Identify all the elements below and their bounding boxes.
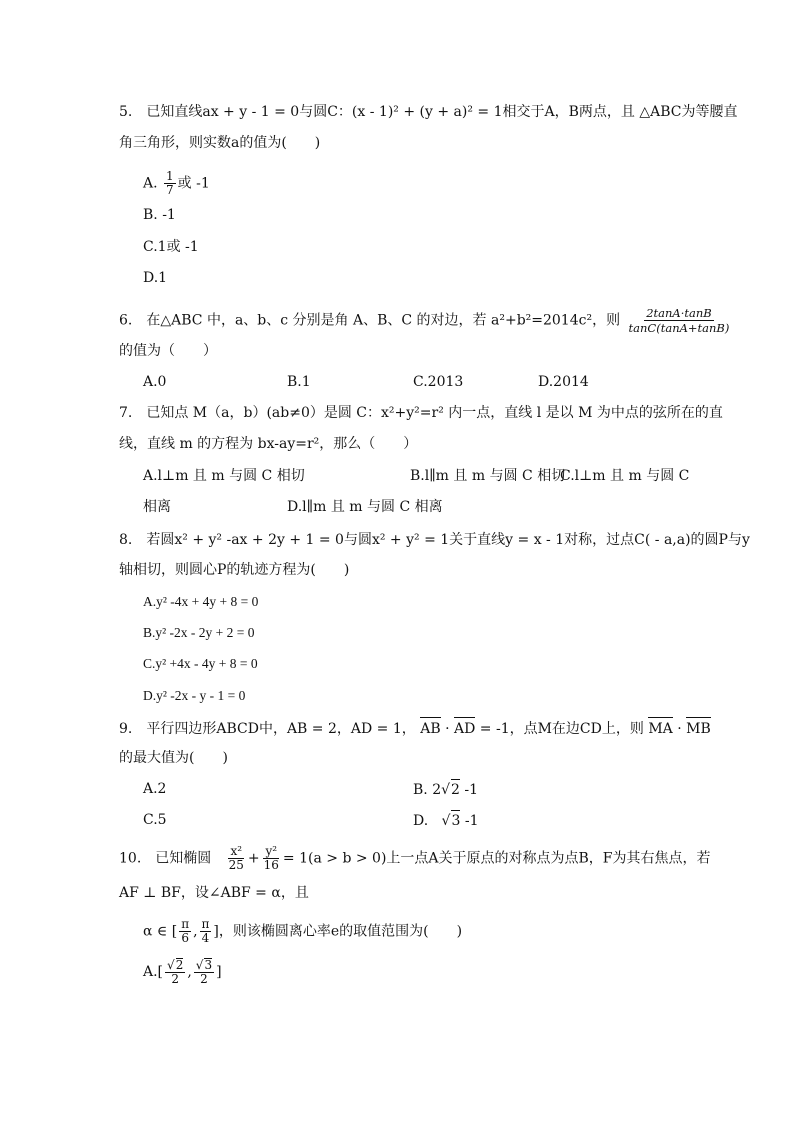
q5-option-a-fraction: [164, 170, 176, 197]
sqrt-icon: √: [441, 782, 451, 798]
q9-option-c: C.5: [143, 812, 167, 828]
q5-option-b: B. -1: [143, 207, 176, 223]
q10-stem-line2: AF ⊥ BF，设∠ABF = α，且: [119, 885, 309, 901]
q6-stem-text: 6. 在△ABC 中，a、b、c 分别是角 A、B、C 的对边，若 a²+b²=2014c²，则: [119, 312, 621, 329]
q8-stem-line2: 轴相切，则圆心P的轨迹方程为( ): [119, 562, 350, 578]
q6-option-d: D.2014: [538, 374, 589, 390]
q10-stem-text-b: ]，则该椭圆离心率e的取值范围为( ): [213, 923, 463, 940]
q6-option-c: C.2013: [413, 374, 464, 390]
sqrt-icon: √: [195, 958, 204, 972]
q10-option-a-suffix: ]: [216, 964, 222, 980]
q8-option-c: C.y² +4x - 4y + 8 = 0: [143, 656, 258, 671]
q5-option-d: D.1: [143, 270, 168, 286]
dot-operator: ·: [672, 721, 687, 737]
q10-interval-open: α ∈ [: [143, 923, 178, 940]
fraction-denominator: 2: [171, 972, 179, 986]
fraction-denominator: 2: [200, 972, 208, 986]
fraction-denominator: 4: [201, 931, 210, 945]
q10-x-fraction: [227, 845, 246, 872]
fraction-numerator: 2tanA·tanB: [646, 306, 712, 320]
q10-stem-line1: 10. 已知椭圆 $\frac{\text{x²}}{25}$ + $\frac{\text{y²}}{16}$ = 1(a > b > 0)上一点A关于原点的对称点为点B，F为其右焦点，若: [119, 844, 711, 872]
q10-option-a: A.[ $\frac{√2}{2}$ , $\frac{√3}{2}$ ]: [143, 958, 222, 986]
fraction-denominator: tanC(tanA+tanB): [628, 321, 730, 335]
sqrt-icon: √: [441, 813, 451, 829]
q5-option-a-label: A.: [143, 175, 158, 192]
q9-option-b-label: B. 2: [413, 782, 442, 798]
fraction-numerator: [194, 958, 214, 973]
radicand: 3: [204, 958, 213, 972]
q5-option-a-suffix: 或 -1: [177, 175, 210, 192]
sqrt3-over-2-fraction: [194, 958, 214, 986]
vector-ab: AB: [420, 717, 440, 739]
fraction-numerator: 1: [166, 169, 174, 183]
q5-stem-line1: 5. 已知直线ax + y - 1 = 0与圆C：(x - 1)² + (y + a)² = 1相交于A，B两点，且 △ABC为等腰直: [119, 104, 738, 120]
q5-option-a: [143, 170, 210, 197]
q6-fraction: [627, 306, 732, 335]
q7-stem-line1: 7. 已知点 M（a，b）(ab≠0）是圆 C：x²+y²=r² 内一点，直线 l 是以 M 为中点的弦所在的直: [119, 405, 723, 421]
fraction-numerator: y²: [265, 844, 278, 858]
fraction-numerator: π: [181, 917, 190, 931]
radicand: 2: [451, 779, 460, 800]
vector-ma: MA: [648, 717, 672, 739]
vector-mb: MB: [686, 717, 711, 739]
radicand: 2: [175, 958, 184, 972]
q9-option-d: [413, 810, 478, 831]
q6-option-a: A.0: [143, 374, 167, 390]
radicand: 3: [451, 810, 460, 831]
q9-option-d-suffix: -1: [460, 813, 479, 829]
q10-stem-line3: α ∈ [ $\frac{\pi}{6}$ , $\frac{\pi}{4}$ ]，则该椭圆离心率e的取值范围为( ): [143, 917, 463, 945]
q8-option-d: D.y² -2x - y - 1 = 0: [143, 688, 246, 703]
sqrt2-over-2-fraction: [165, 958, 185, 986]
fraction-denominator: 6: [181, 931, 189, 945]
q6-stem-line1: [119, 306, 733, 335]
q10-option-a-label: A.[: [143, 964, 164, 980]
q9-stem-text-b: = -1，点M在边CD上，则: [475, 721, 644, 737]
q9-option-d-label: D.: [413, 813, 429, 829]
fraction-denominator: 25: [228, 858, 244, 872]
q8-option-a: A.y² -4x + 4y + 8 = 0: [143, 594, 259, 609]
q5-option-c: C.1或 -1: [143, 239, 199, 255]
q9-option-a: A.2: [143, 781, 167, 797]
fraction-numerator: [165, 958, 185, 973]
q9-option-b: [413, 779, 478, 800]
q8-stem-line1: 8. 若圆x² + y² -ax + 2y + 1 = 0与圆x² + y² = 1关于直线y = x - 1对称，过点C( - a,a)的圆P与y: [119, 532, 750, 548]
q5-stem-line2: 角三角形，则实数a的值为( ): [119, 135, 321, 151]
pi-over-6-fraction: [179, 918, 191, 945]
fraction-denominator: 7: [166, 183, 174, 197]
sqrt-icon: √: [167, 958, 175, 972]
fraction-numerator: π: [201, 917, 210, 931]
q7-option-a: A.l⊥m 且 m 与圆 C 相切: [143, 468, 305, 484]
q7-stem-line2: 线，直线 m 的方程为 bx-ay=r²，那么（ ）: [119, 436, 418, 452]
q7-option-d: D.l∥m 且 m 与圆 C 相离: [287, 499, 443, 515]
q9-stem-line2: 的最大值为( ): [119, 750, 228, 766]
q9-stem-line1: [119, 717, 711, 739]
dot-operator: ·: [440, 721, 454, 737]
q10-y-fraction: [262, 845, 281, 872]
q7-option-c: C.l⊥m 且 m 与圆 C: [560, 468, 690, 484]
q9-option-b-suffix: -1: [459, 782, 479, 798]
q6-option-b: B.1: [287, 374, 311, 390]
q10-stem-prefix: 10. 已知椭圆: [119, 850, 212, 867]
q6-stem-line2: 的值为（ ）: [119, 343, 217, 359]
q10-stem-text: = 1(a > b > 0)上一点A关于原点的对称点为点B，F为其右焦点，若: [282, 850, 711, 867]
q7-option-b: B.l∥m 且 m 与圆 C 相切: [410, 468, 566, 484]
fraction-numerator: x²: [230, 844, 243, 858]
vector-ad: AD: [454, 717, 475, 739]
q7-option-c-continued: 相离: [143, 499, 171, 515]
fraction-denominator: 16: [263, 858, 279, 872]
q8-option-b: B.y² -2x - 2y + 2 = 0: [143, 625, 255, 640]
q9-stem-text-a: 9. 平行四边形ABCD中，AB = 2，AD = 1，: [119, 721, 416, 737]
pi-over-4-fraction: [200, 918, 212, 945]
